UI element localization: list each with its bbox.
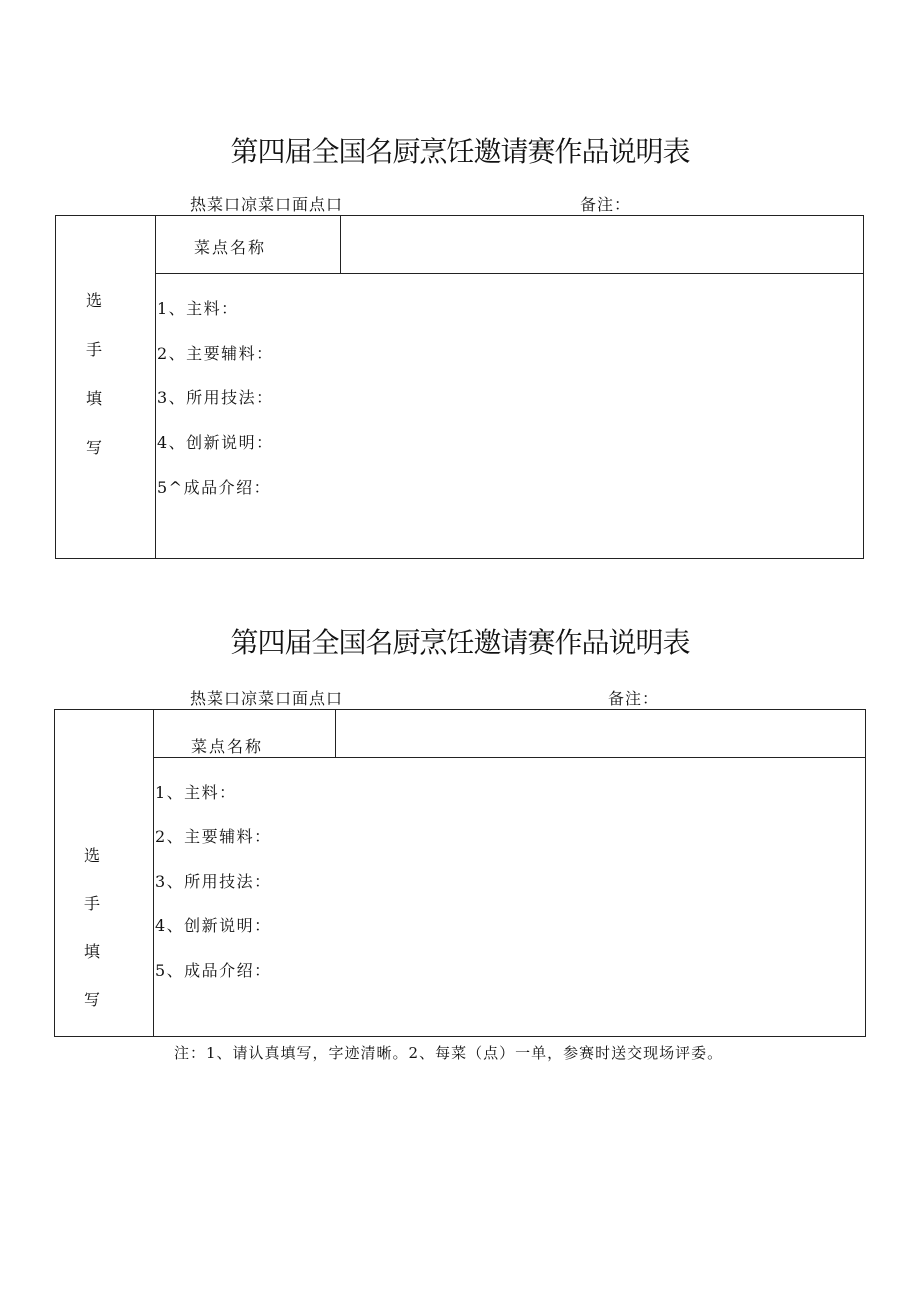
dish-name-label: 菜点名称 (191, 737, 264, 756)
remarks-label: 备注： (580, 195, 632, 214)
category-options: 热菜口凉菜口面点口 (190, 195, 344, 214)
column-divider (153, 710, 154, 1036)
side-char: 手 (85, 340, 102, 359)
side-char: 填 (85, 389, 102, 408)
side-char: 填 (83, 942, 100, 961)
entry-form-table (54, 709, 866, 1037)
cell-divider (335, 710, 336, 757)
category-options: 热菜口凉菜口面点口 (190, 689, 344, 708)
item-main-ingredient: 1、主料： (155, 783, 237, 802)
item-product-intro: 5^成品介绍： (157, 478, 272, 497)
footnote: 注：1、请认真填写，字迹清晰。2、每菜（点）一单，参赛时送交现场评委。 (174, 1044, 724, 1062)
item-techniques: 3、所用技法： (155, 872, 272, 891)
remarks-label: 备注： (608, 689, 660, 708)
row-divider (155, 273, 863, 274)
side-char: 手 (83, 894, 100, 913)
side-char: 选 (85, 291, 102, 310)
form-title: 第四届全国名厨烹饪邀请赛作品说明表 (230, 135, 690, 168)
dish-name-field[interactable] (337, 712, 863, 755)
column-divider (155, 216, 156, 558)
contestant-fill-label (62, 843, 122, 1035)
item-main-ingredient: 1、主料： (157, 299, 239, 318)
cell-divider (340, 216, 341, 273)
side-char: 写 (83, 990, 100, 1009)
side-char: 写 (85, 438, 102, 457)
form-title: 第四届全国名厨烹饪邀请赛作品说明表 (230, 626, 690, 659)
item-techniques: 3、所用技法： (157, 388, 274, 407)
item-innovation: 4、创新说明： (155, 916, 272, 935)
dish-name-label: 菜点名称 (194, 238, 267, 257)
side-char: 选 (83, 846, 100, 865)
dish-name-field[interactable] (342, 218, 861, 271)
item-auxiliary-ingredients: 2、主要辅料： (157, 344, 274, 363)
row-divider (153, 757, 865, 758)
item-product-intro: 5、成品介绍： (155, 961, 272, 980)
entry-form-table (55, 215, 864, 559)
contestant-fill-label (64, 288, 124, 484)
item-innovation: 4、创新说明： (157, 433, 274, 452)
item-auxiliary-ingredients: 2、主要辅料： (155, 827, 272, 846)
